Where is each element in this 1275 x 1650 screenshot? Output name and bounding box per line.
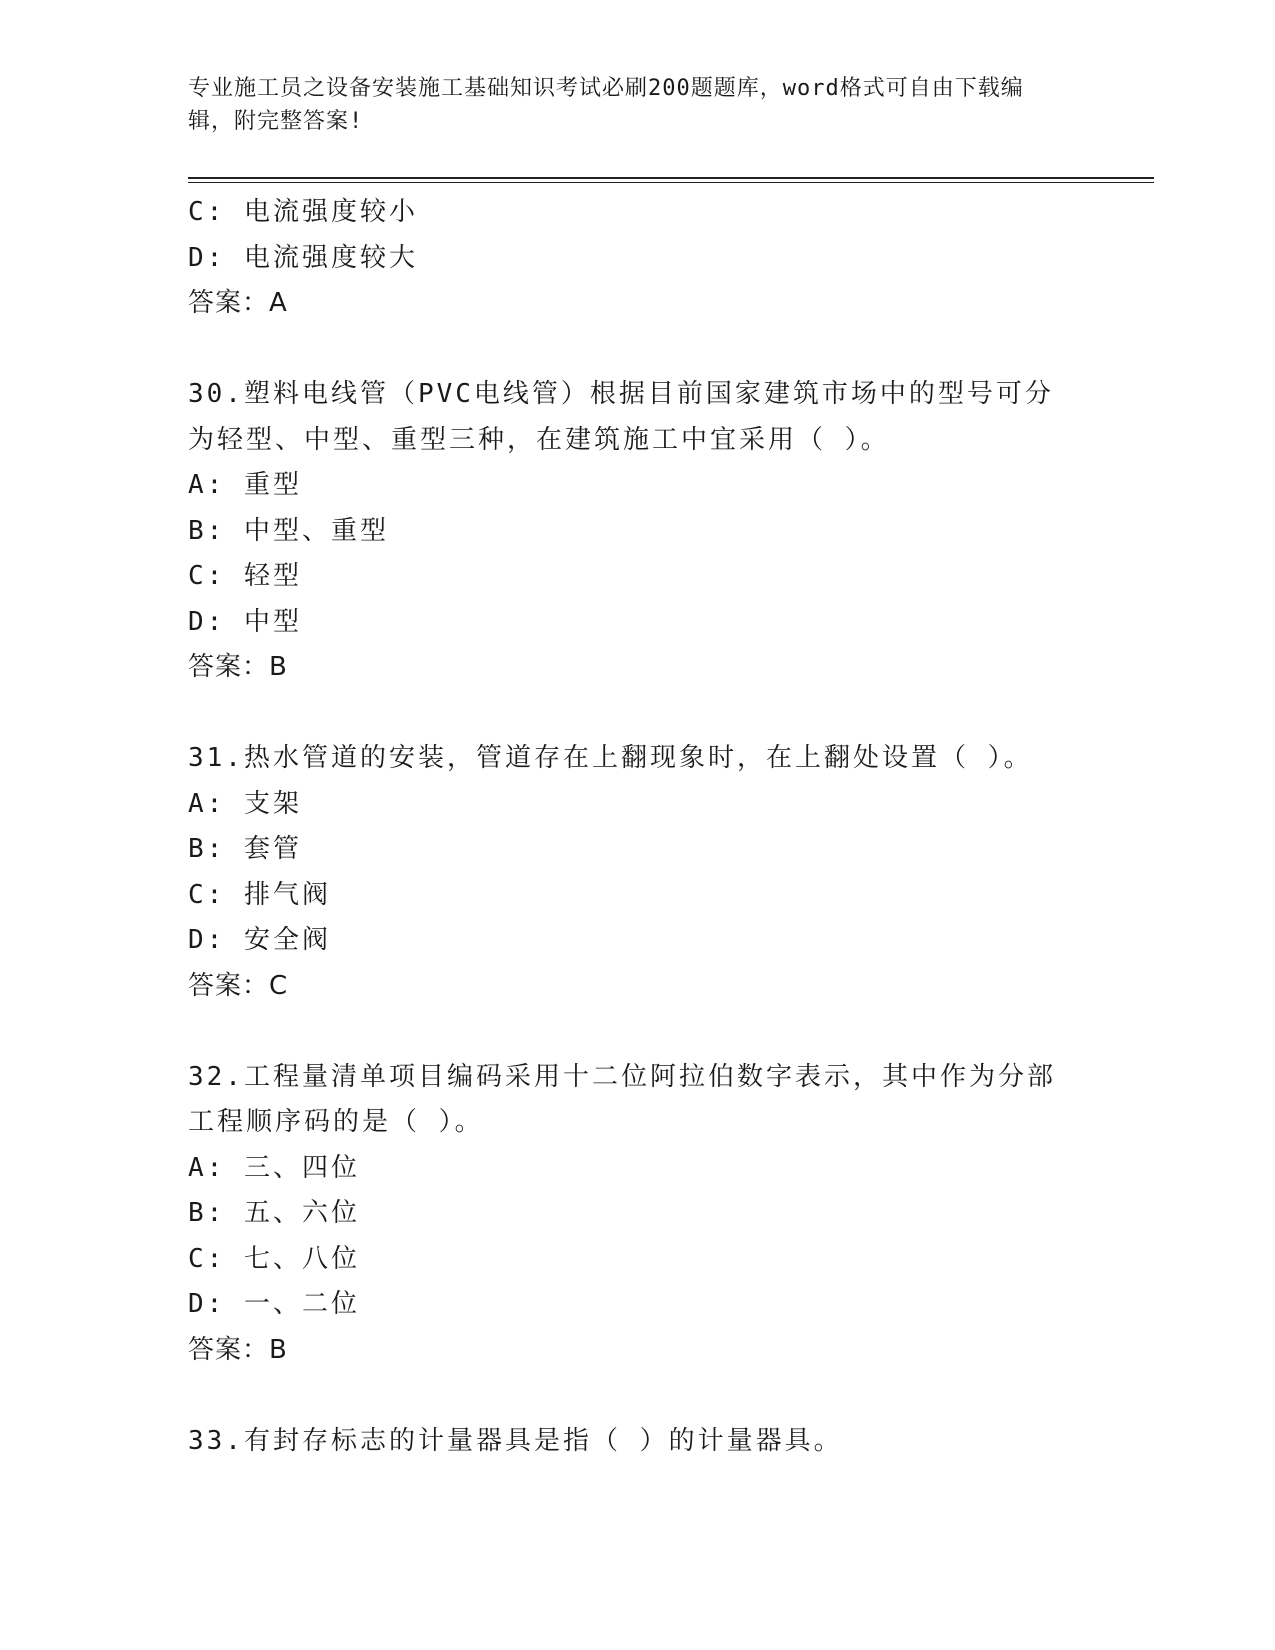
- question-stem: 33.有封存标志的计量器具是指（ ）的计量器具。: [188, 1425, 843, 1456]
- answer-line: 答案：B: [188, 1334, 288, 1365]
- option-line: B: 五、六位: [188, 1198, 360, 1228]
- question-stem: 30.塑料电线管（PVC电线管）根据目前国家建筑市场中的型号可分为轻型、中型、重型三种，在建筑施工中宜采用（ ）。: [188, 379, 1054, 455]
- option-line: B: 中型、重型: [188, 515, 389, 546]
- option-line: C: 七、八位: [188, 1243, 360, 1274]
- question-list: [188, 190, 1068, 1464]
- option-line: C: 排气阀: [188, 879, 331, 910]
- option-line: C: 电流强度较小: [188, 197, 418, 227]
- answer-line: 答案：A: [188, 288, 288, 318]
- option-line: C: 轻型: [188, 561, 302, 591]
- answer-line: 答案：C: [188, 970, 289, 1001]
- option-line: B: 套管: [188, 834, 302, 864]
- spacer: [188, 1009, 1068, 1055]
- option-line: D: 中型: [188, 606, 302, 637]
- question-stem: 32.工程量清单项目编码采用十二位阿拉伯数字表示，其中作为分部工程顺序码的是（ ）。: [188, 1061, 1056, 1137]
- option-line: D: 安全阀: [188, 925, 331, 955]
- question-stem: 31.热水管道的安装，管道存在上翻现象时，在上翻处设置（ ）。: [188, 743, 1033, 773]
- spacer: [188, 691, 1068, 737]
- option-line: A: 支架: [188, 788, 302, 819]
- option-line: D: 电流强度较大: [188, 242, 418, 273]
- option-line: A: 三、四位: [188, 1152, 360, 1183]
- option-line: D: 一、二位: [188, 1289, 360, 1319]
- header-rule-thin: [188, 182, 1154, 183]
- spacer: [188, 327, 1068, 373]
- option-line: A: 重型: [188, 470, 302, 500]
- header-rule-thick: [188, 177, 1154, 179]
- spacer: [188, 1373, 1068, 1419]
- page-header: 专业施工员之设备安装施工基础知识考试必刷200题题库，word格式可自由下载编辑，附完整答案!: [188, 76, 1024, 134]
- answer-line: 答案：B: [188, 652, 288, 682]
